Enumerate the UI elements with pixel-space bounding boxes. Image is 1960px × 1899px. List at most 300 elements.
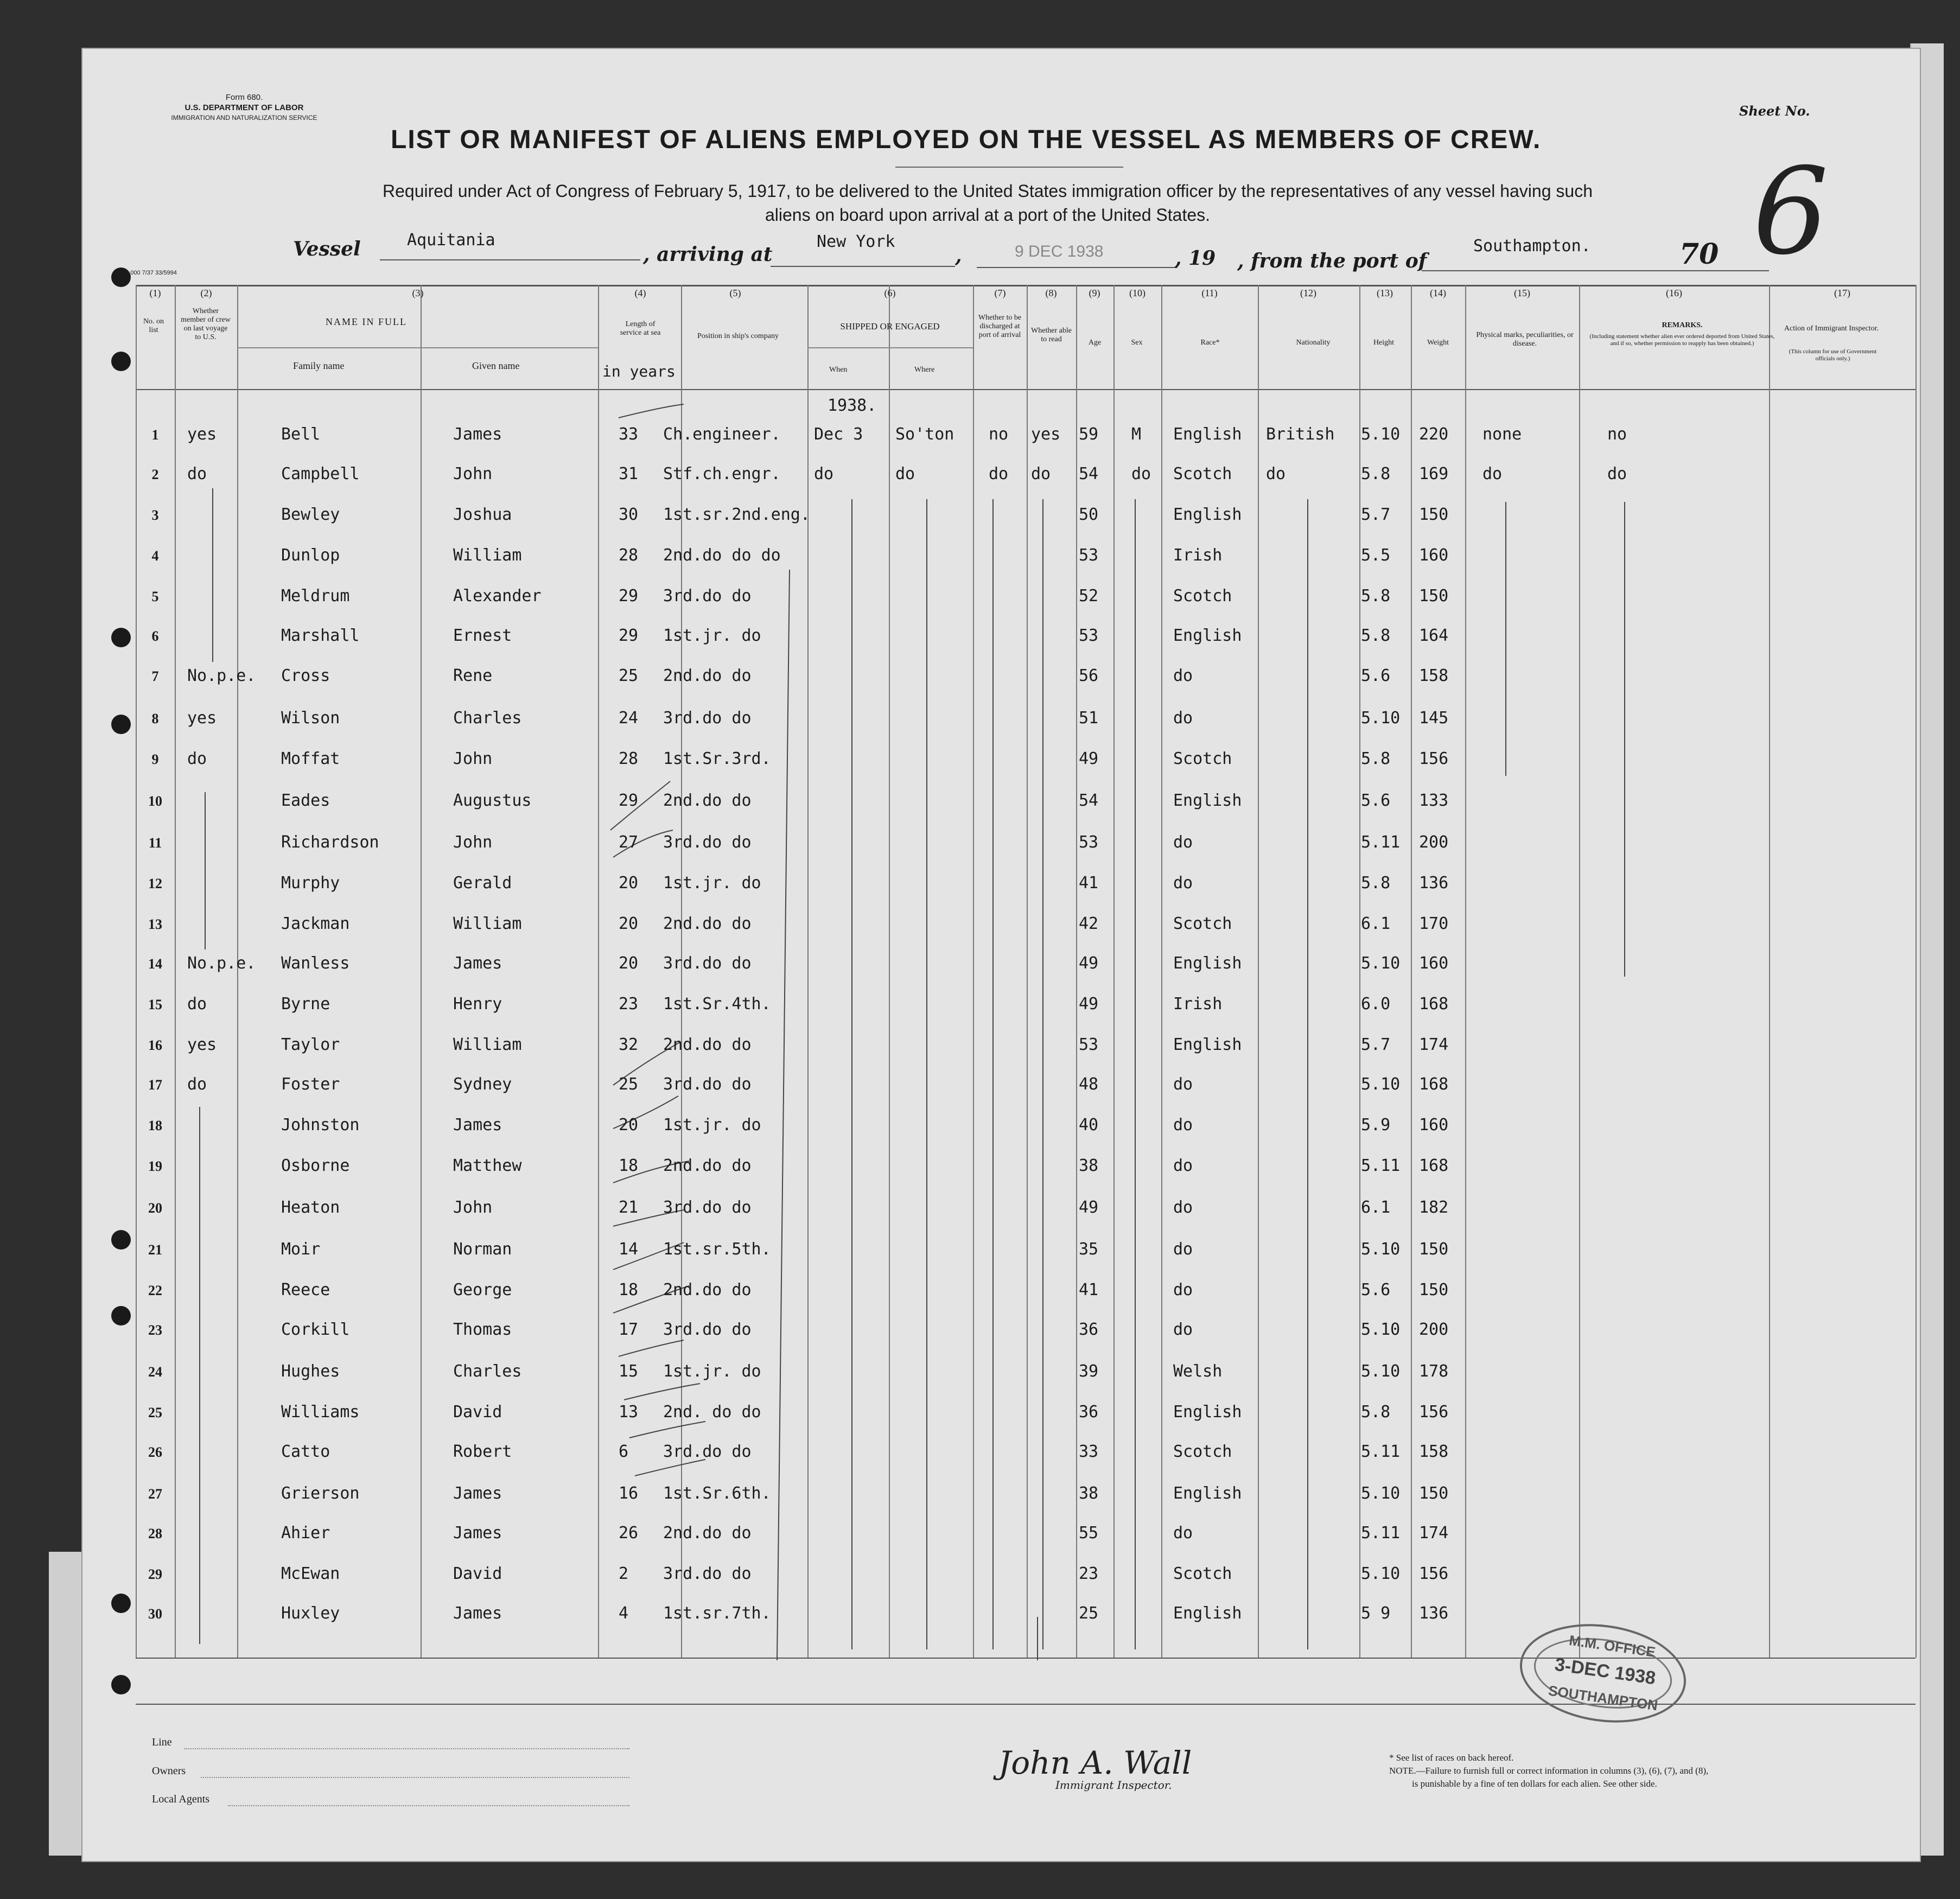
height-cell: 5.10 [1361, 1484, 1401, 1503]
service-cell: 30 [619, 505, 639, 524]
height-cell: 5.11 [1361, 833, 1401, 852]
given-name-cell: David [453, 1403, 502, 1422]
given-name-cell: Alexander [453, 587, 542, 606]
col-weight-header: Weight [1427, 339, 1449, 347]
race-cell: do [1173, 709, 1193, 728]
row-number: 1 [151, 427, 159, 443]
age-cell: 23 [1079, 1564, 1099, 1583]
race-cell: English [1173, 954, 1242, 973]
age-cell: 41 [1079, 1280, 1099, 1299]
col-remarks-header: REMARKS. [1662, 321, 1703, 329]
given-name-cell: James [453, 1484, 502, 1503]
weight-cell: 200 [1419, 1320, 1449, 1339]
form-number: Form 680. [225, 93, 263, 102]
age-cell: 53 [1079, 626, 1099, 645]
height-cell: 5.6 [1361, 1280, 1391, 1299]
given-name-cell: James [453, 954, 502, 973]
inspector-note: (This column for use of Government officials only.) [1789, 348, 1877, 362]
family-name-cell: McEwan [281, 1564, 340, 1583]
weight-cell: 150 [1419, 1280, 1449, 1299]
given-name-cell: Charles [453, 709, 522, 728]
given-name-cell: Thomas [453, 1320, 512, 1339]
service-cell: 15 [619, 1362, 639, 1381]
weight-cell: 160 [1419, 1116, 1449, 1135]
date-stamp: 9 DEC 1938 [1015, 243, 1104, 260]
prev-voyage-cell: do [187, 464, 207, 483]
position-cell: 3rd.do do [663, 1320, 752, 1339]
row-number: 8 [151, 711, 159, 727]
col-race-header: Race* [1200, 339, 1220, 347]
given-name-cell: William [453, 1035, 522, 1054]
column-number: (5) [729, 288, 741, 298]
height-cell: 5.10 [1361, 709, 1401, 728]
voyage-number: 70 [1679, 238, 1719, 271]
age-cell: 36 [1079, 1403, 1099, 1422]
age-cell: 53 [1079, 833, 1099, 852]
weight-cell: 150 [1419, 587, 1449, 606]
given-name-cell: James [453, 425, 502, 444]
given-name-cell: Gerald [453, 874, 512, 893]
family-name-cell: Williams [281, 1403, 360, 1422]
service-cell: 27 [619, 833, 639, 852]
row-number: 23 [148, 1322, 162, 1338]
service-cell: 33 [619, 425, 639, 444]
year-label: , 19 [1175, 247, 1216, 270]
service-cell: 26 [619, 1524, 639, 1543]
position-cell: 2nd.do do [663, 791, 752, 810]
weight-cell: 150 [1419, 1240, 1449, 1259]
service-cell: 29 [619, 791, 639, 810]
weight-cell: 182 [1419, 1198, 1449, 1217]
weight-cell: 133 [1419, 791, 1449, 810]
column-number: (6) [884, 288, 896, 298]
col-discharged-header: Whether to be discharged at port of arrival [978, 314, 1022, 339]
height-cell: 5.9 [1361, 1116, 1391, 1135]
height-cell: 5.11 [1361, 1524, 1401, 1543]
prev-voyage-cell: do [187, 749, 207, 768]
service-cell: 24 [619, 709, 639, 728]
race-cell: English [1173, 1484, 1242, 1503]
nationality-cell: do [1266, 464, 1286, 483]
vessel-label: Vessel [293, 238, 361, 260]
row-number: 29 [148, 1566, 162, 1582]
position-cell: 3rd.do do [663, 954, 752, 973]
age-cell: 33 [1079, 1442, 1099, 1461]
shipped-when-cell: Dec 3 [814, 425, 863, 444]
discharged-cell: do [989, 464, 1009, 483]
age-cell: 49 [1079, 995, 1099, 1014]
height-cell: 5.11 [1361, 1442, 1401, 1461]
stamp-bottom-text: SOUTHAMPTON [1547, 1682, 1659, 1714]
family-name-cell: Bewley [281, 505, 340, 524]
physical-marks-cell: none [1482, 425, 1522, 444]
row-number: 6 [151, 628, 159, 644]
race-cell: do [1173, 1075, 1193, 1094]
column-number: (17) [1834, 288, 1850, 298]
penalty-note: NOTE.—Failure to furnish full or correct information in columns (3), (6), (7), and (8), [1389, 1766, 1709, 1776]
col-no-header: No. on list [143, 317, 164, 334]
age-cell: 49 [1079, 954, 1099, 973]
height-cell: 5.6 [1361, 791, 1391, 810]
remarks-cell: do [1607, 464, 1627, 483]
given-name-cell: Charles [453, 1362, 522, 1381]
row-number: 16 [148, 1037, 162, 1053]
given-name-cell: James [453, 1604, 502, 1623]
height-cell: 5.7 [1361, 505, 1391, 524]
stamp-top-text: M.M. OFFICE [1568, 1632, 1657, 1660]
row-number: 4 [151, 548, 159, 564]
service-cell: 16 [619, 1484, 639, 1503]
row-number: 30 [148, 1606, 162, 1622]
weight-cell: 200 [1419, 833, 1449, 852]
family-name-cell: Richardson [281, 833, 379, 852]
height-cell: 5.8 [1361, 749, 1391, 768]
age-cell: 39 [1079, 1362, 1099, 1381]
row-number: 19 [148, 1158, 162, 1174]
given-name-cell: Augustus [453, 791, 532, 810]
race-cell: English [1173, 1403, 1242, 1422]
prev-voyage-cell: yes [187, 1035, 217, 1054]
race-cell: Scotch [1173, 914, 1232, 933]
height-cell: 5.6 [1361, 666, 1391, 685]
height-cell: 5.5 [1361, 546, 1391, 565]
family-name-cell: Taylor [281, 1035, 340, 1054]
race-cell: do [1173, 1156, 1193, 1175]
position-cell: 1st.jr. do [663, 1116, 761, 1135]
position-cell: Stf.ch.engr. [663, 464, 781, 483]
weight-cell: 156 [1419, 749, 1449, 768]
prev-voyage-cell: No.p.e. [187, 954, 256, 973]
family-name-cell: Moffat [281, 749, 340, 768]
service-cell: 14 [619, 1240, 639, 1259]
row-number: 20 [148, 1200, 162, 1216]
weight-cell: 220 [1419, 425, 1449, 444]
family-name-cell: Campbell [281, 464, 360, 483]
race-cell: do [1173, 1320, 1193, 1339]
position-cell: 3rd.do do [663, 1564, 752, 1583]
position-cell: 1st.Sr.3rd. [663, 749, 771, 768]
row-number: 21 [148, 1242, 162, 1258]
service-cell: 21 [619, 1198, 639, 1217]
service-cell: 4 [619, 1604, 629, 1623]
agents-dots [228, 1805, 629, 1806]
column-number: (9) [1089, 288, 1100, 298]
weight-cell: 156 [1419, 1403, 1449, 1422]
year-entry: 1938. [828, 396, 877, 415]
sheet-no-label: Sheet No. [1739, 103, 1810, 119]
service-cell: 25 [619, 1075, 639, 1094]
arriving-label: , arriving at [643, 243, 773, 266]
race-cell: do [1173, 1240, 1193, 1259]
height-cell: 5.10 [1361, 954, 1401, 973]
owners-label: Owners [152, 1765, 186, 1777]
race-cell: do [1173, 666, 1193, 685]
service-cell: 20 [619, 914, 639, 933]
family-name-cell: Cross [281, 666, 330, 685]
position-cell: 2nd.do do [663, 914, 752, 933]
weight-cell: 174 [1419, 1524, 1449, 1543]
position-cell: 1st.jr. do [663, 1362, 761, 1381]
row-number: 9 [151, 751, 159, 767]
age-cell: 40 [1079, 1116, 1099, 1135]
service-cell: 13 [619, 1403, 639, 1422]
weight-cell: 169 [1419, 464, 1449, 483]
service-cell: 6 [619, 1442, 629, 1461]
given-name-cell: Robert [453, 1442, 512, 1461]
penalty-note-cont: is punishable by a fine of ten dollars for each alien. See other side. [1412, 1779, 1657, 1789]
position-cell: 1st.sr.2nd.eng. [663, 505, 810, 524]
age-cell: 50 [1079, 505, 1099, 524]
print-code: 10,000 7/37 33/5994 [122, 270, 177, 276]
position-cell: 1st.Sr.6th. [663, 1484, 771, 1503]
position-cell: 1st.jr. do [663, 626, 761, 645]
line-label: Line [152, 1736, 172, 1748]
given-name-cell: Joshua [453, 505, 512, 524]
column-number: (2) [200, 288, 212, 298]
col-physical-header: Physical marks, peculiarities, or disease. [1476, 331, 1574, 348]
height-cell: 5.10 [1361, 1320, 1401, 1339]
height-cell: 5.8 [1361, 587, 1391, 606]
remarks-note: (Including statement whether alien ever ordered deported from United States, and if so, whether permission to reapply has been obtained.) [1589, 333, 1775, 347]
weight-cell: 145 [1419, 709, 1449, 728]
family-name-cell: Eades [281, 791, 330, 810]
race-cell: do [1173, 1524, 1193, 1543]
age-cell: 54 [1079, 791, 1099, 810]
family-name-header: Family name [293, 360, 345, 371]
column-number: (14) [1430, 288, 1446, 298]
row-number: 28 [148, 1526, 162, 1541]
discharged-cell: no [989, 425, 1009, 444]
weight-cell: 158 [1419, 666, 1449, 685]
height-cell: 5.10 [1361, 1564, 1401, 1583]
height-cell: 5.10 [1361, 1240, 1401, 1259]
family-name-cell: Ahier [281, 1524, 330, 1543]
from-port-label: , from the port of [1237, 250, 1427, 272]
weight-cell: 168 [1419, 1075, 1449, 1094]
race-cell: English [1173, 791, 1242, 810]
given-name-cell: Matthew [453, 1156, 522, 1175]
given-name-cell: James [453, 1116, 502, 1135]
height-cell: 5.10 [1361, 1362, 1401, 1381]
service-cell: 31 [619, 464, 639, 483]
shipped-when-cell: do [814, 464, 834, 483]
family-name-cell: Moir [281, 1240, 321, 1259]
service-cell: 25 [619, 666, 639, 685]
weight-cell: 178 [1419, 1362, 1449, 1381]
col-age-header: Age [1088, 339, 1102, 347]
row-number: 14 [148, 956, 162, 972]
weight-cell: 168 [1419, 1156, 1449, 1175]
age-cell: 35 [1079, 1240, 1099, 1259]
age-cell: 42 [1079, 914, 1099, 933]
position-cell: 2nd. do do [663, 1403, 761, 1422]
row-number: 13 [148, 916, 162, 932]
service-cell: 18 [619, 1156, 639, 1175]
when-header: When [829, 366, 848, 374]
age-cell: 52 [1079, 587, 1099, 606]
race-cell: English [1173, 626, 1242, 645]
row-number: 27 [148, 1486, 162, 1502]
family-name-cell: Dunlop [281, 546, 340, 565]
position-cell: 1st.sr.5th. [663, 1240, 771, 1259]
age-cell: 53 [1079, 1035, 1099, 1054]
age-cell: 48 [1079, 1075, 1099, 1094]
subtitle-line-2: aliens on board upon arrival at a port of the United States. [765, 205, 1211, 225]
family-name-cell: Osborne [281, 1156, 350, 1175]
race-cell: Scotch [1173, 587, 1232, 606]
weight-cell: 150 [1419, 505, 1449, 524]
where-header: Where [914, 366, 935, 374]
family-name-cell: Wanless [281, 954, 350, 973]
family-name-cell: Catto [281, 1442, 330, 1461]
race-cell: do [1173, 1198, 1193, 1217]
race-cell: Irish [1173, 995, 1223, 1014]
given-name-cell: William [453, 546, 522, 565]
weight-cell: 136 [1419, 874, 1449, 893]
given-name-cell: Sydney [453, 1075, 512, 1094]
department-name: U.S. DEPARTMENT OF LABOR [184, 103, 304, 112]
weight-cell: 168 [1419, 995, 1449, 1014]
height-cell: 6.1 [1361, 1198, 1391, 1217]
position-cell: 2nd.do do [663, 1035, 752, 1054]
race-cell: English [1173, 425, 1242, 444]
position-cell: Ch.engineer. [663, 425, 781, 444]
age-cell: 38 [1079, 1484, 1099, 1503]
given-name-cell: Rene [453, 666, 493, 685]
family-name-cell: Jackman [281, 914, 350, 933]
physical-marks-cell: do [1482, 464, 1503, 483]
vessel-name: Aquitania [407, 231, 495, 250]
age-cell: 49 [1079, 1198, 1099, 1217]
position-cell: 2nd.do do [663, 1156, 752, 1175]
weight-cell: 150 [1419, 1484, 1449, 1503]
given-name-header: Given name [472, 360, 520, 371]
height-cell: 5.8 [1361, 874, 1391, 893]
able-to-read-cell: yes [1031, 425, 1061, 444]
column-number: (7) [994, 288, 1006, 298]
age-cell: 25 [1079, 1604, 1099, 1623]
given-name-cell: Norman [453, 1240, 512, 1259]
age-cell: 41 [1079, 874, 1099, 893]
footer-notes [1389, 1751, 1708, 1790]
service-cell: 28 [619, 546, 639, 565]
height-cell: 5 9 [1361, 1604, 1391, 1623]
family-name-cell: Wilson [281, 709, 340, 728]
service-cell: 20 [619, 1116, 639, 1135]
service-cell: 20 [619, 954, 639, 973]
race-cell: Scotch [1173, 749, 1232, 768]
column-number: (4) [634, 288, 646, 298]
column-number: (11) [1201, 288, 1218, 298]
row-number: 24 [148, 1364, 162, 1380]
remarks-cell: no [1607, 425, 1627, 444]
service-cell: 23 [619, 995, 639, 1014]
race-cell: Scotch [1173, 1442, 1232, 1461]
race-cell: do [1173, 1116, 1193, 1135]
race-cell: Scotch [1173, 1564, 1232, 1583]
family-name-cell: Foster [281, 1075, 340, 1094]
position-cell: 3rd.do do [663, 1075, 752, 1094]
line-dots [184, 1748, 629, 1749]
position-cell: 3rd.do do [663, 709, 752, 728]
family-name-cell: Hughes [281, 1362, 340, 1381]
weight-cell: 136 [1419, 1604, 1449, 1623]
comma: , [955, 244, 962, 267]
manifest-title: LIST OR MANIFEST OF ALIENS EMPLOYED ON THE VESSEL AS MEMBERS OF CREW. [391, 125, 1542, 154]
family-name-cell: Murphy [281, 874, 340, 893]
weight-cell: 174 [1419, 1035, 1449, 1054]
race-cell: English [1173, 505, 1242, 524]
height-cell: 5.10 [1361, 425, 1401, 444]
subtitle-line-1: Required under Act of Congress of February 5, 1917, to be delivered to the United States immigration officer by the representatives of any vessel having such [383, 181, 1593, 201]
height-cell: 6.0 [1361, 995, 1391, 1014]
age-cell: 55 [1079, 1524, 1099, 1543]
race-cell: English [1173, 1035, 1242, 1054]
race-cell: English [1173, 1604, 1242, 1623]
family-name-cell: Bell [281, 425, 321, 444]
race-cell: do [1173, 833, 1193, 852]
given-name-cell: David [453, 1564, 502, 1583]
service-name: IMMIGRATION AND NATURALIZATION SERVICE [171, 114, 317, 122]
owners-dots [201, 1777, 629, 1778]
sex-cell: M [1131, 425, 1142, 444]
given-name-cell: John [453, 749, 493, 768]
family-name-cell: Reece [281, 1280, 330, 1299]
family-name-cell: Heaton [281, 1198, 340, 1217]
prev-voyage-cell: do [187, 995, 207, 1014]
position-cell: 1st.jr. do [663, 874, 761, 893]
col-read-header: Whether able to read [1030, 327, 1072, 343]
row-number: 22 [148, 1283, 162, 1298]
race-cell: do [1173, 1280, 1193, 1299]
able-to-read-cell: do [1031, 464, 1051, 483]
height-cell: 5.11 [1361, 1156, 1401, 1175]
column-number: (1) [149, 288, 161, 298]
service-cell: 2 [619, 1564, 629, 1583]
row-number: 26 [148, 1444, 162, 1460]
height-cell: 6.1 [1361, 914, 1391, 933]
position-cell: 3rd.do do [663, 587, 752, 606]
shipped-where-cell: do [895, 464, 915, 483]
weight-cell: 156 [1419, 1564, 1449, 1583]
position-cell: 1st.Sr.4th. [663, 995, 771, 1014]
sex-cell: do [1131, 464, 1151, 483]
column-number: (12) [1300, 288, 1316, 298]
col-service-header: Length of service at sea [620, 320, 661, 337]
position-cell: 2nd.do do [663, 666, 752, 685]
height-cell: 5.7 [1361, 1035, 1391, 1054]
weight-cell: 164 [1419, 626, 1449, 645]
age-cell: 51 [1079, 709, 1099, 728]
height-cell: 5.8 [1361, 464, 1391, 483]
given-name-cell: John [453, 464, 493, 483]
column-number: (10) [1129, 288, 1146, 298]
family-name-cell: Johnston [281, 1116, 360, 1135]
family-name-cell: Grierson [281, 1484, 360, 1503]
inspector-label: Immigrant Inspector. [1055, 1779, 1172, 1792]
given-name-cell: John [453, 1198, 493, 1217]
races-note: * See list of races on back hereof. [1389, 1753, 1514, 1763]
family-name-cell: Marshall [281, 626, 360, 645]
height-cell: 5.8 [1361, 1403, 1391, 1422]
family-name-cell: Huxley [281, 1604, 340, 1623]
given-name-cell: Ernest [453, 626, 512, 645]
race-cell: Welsh [1173, 1362, 1223, 1381]
given-name-cell: James [453, 1524, 502, 1543]
race-cell: do [1173, 874, 1193, 893]
age-cell: 36 [1079, 1320, 1099, 1339]
service-units: in years [602, 362, 676, 380]
